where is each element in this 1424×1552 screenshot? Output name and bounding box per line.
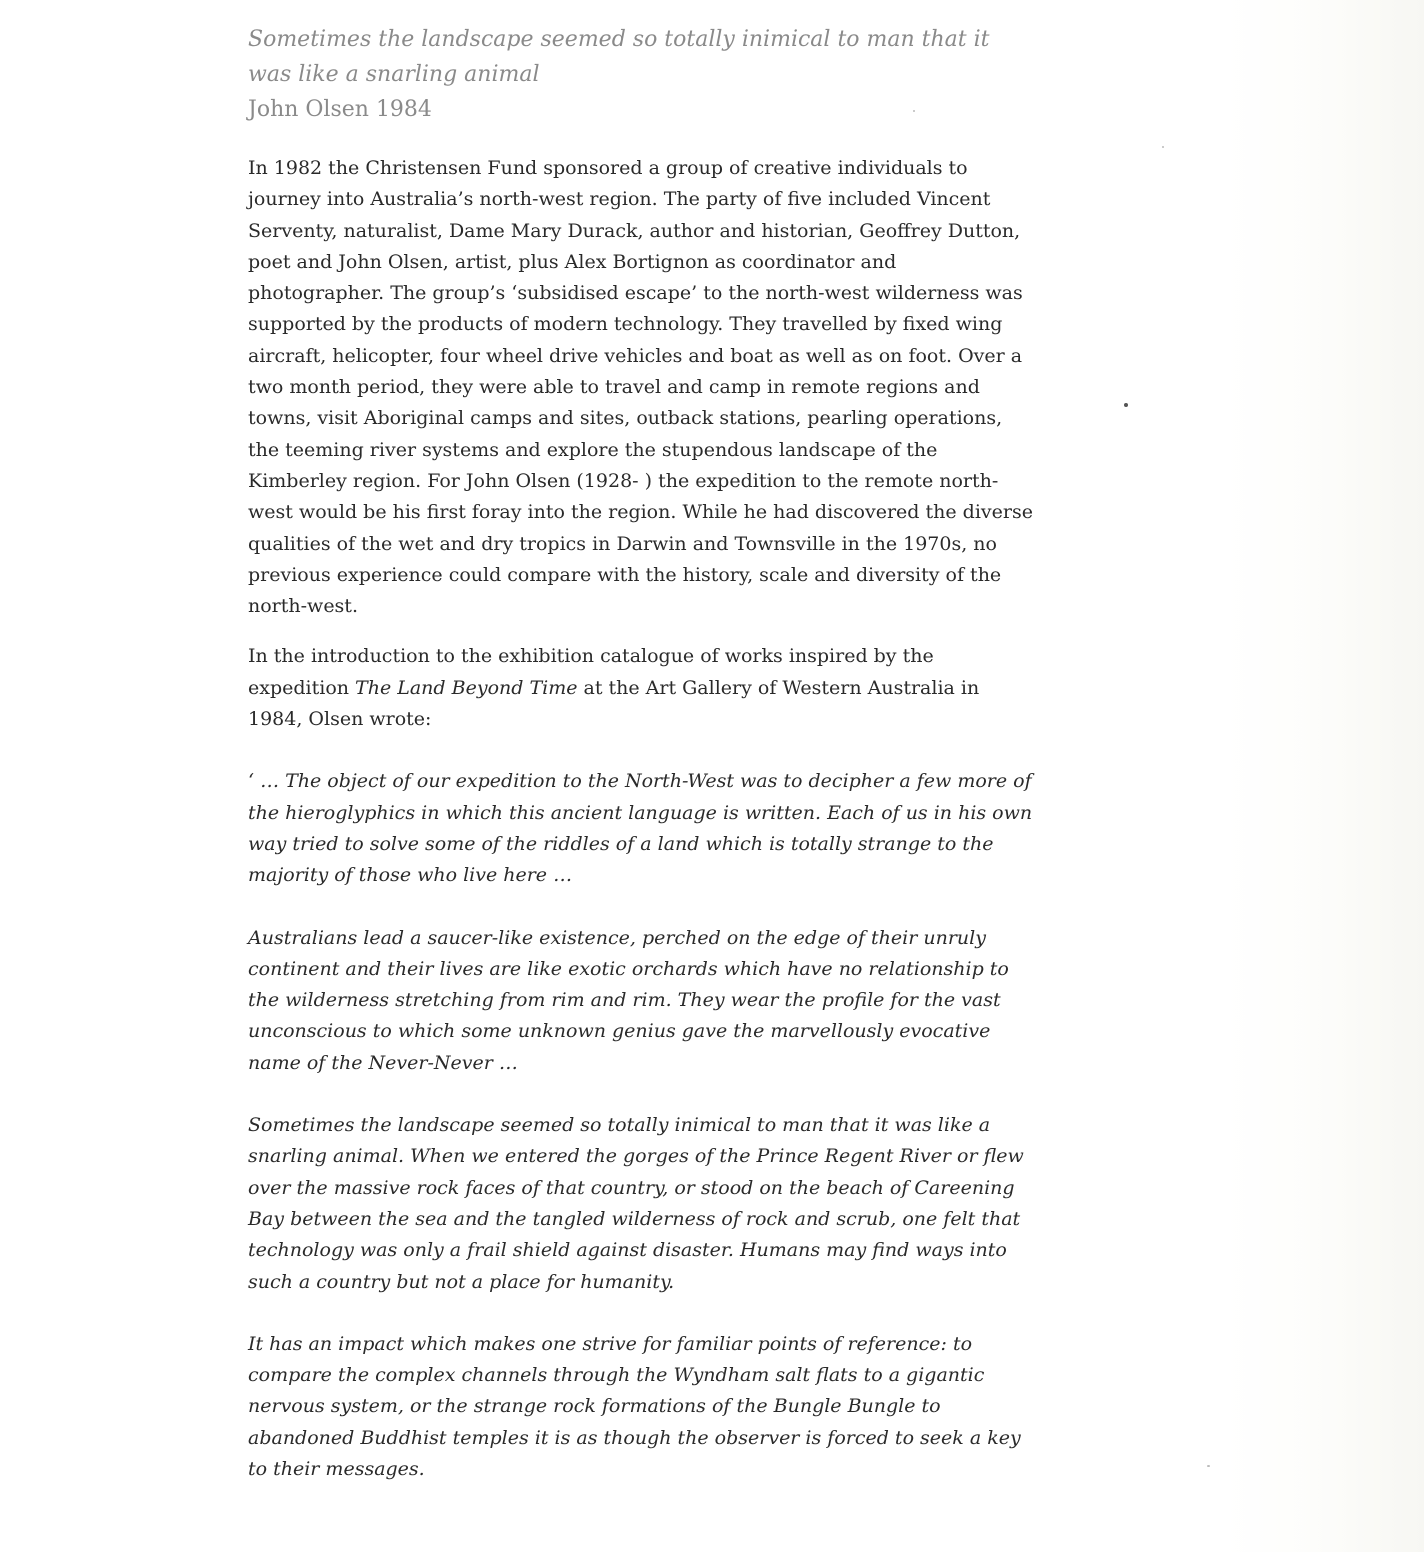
body-paragraph-catalogue bbox=[248, 641, 1038, 735]
exhibition-title: The Land Beyond Time bbox=[355, 676, 578, 699]
paragraph-text-after-title: at the Art Gallery of Western Australia in 1984, Olsen wrote: bbox=[248, 676, 980, 731]
epigraph-attribution: John Olsen 1984 bbox=[248, 97, 432, 122]
body-paragraph-intro: In 1982 the Christensen Fund sponsored a group of creative individuals to journey into Australia’s north-west region. The party of five included Vincent Serventy, naturalist, Dame Mary Durack, author and historian, Geoffrey Dutton, poet and John Olsen, artist, plus Alex Bortignon as coordinator and photographer. The group’s ‘subsidised escape’ to the north-west wilderness was supported by the products of modern technology. They travelled by fixed wing aircraft, helicopter, four wheel drive vehicles and boat as well as on foot. Over a two month period, they were able to travel and camp in remote regions and towns, visit Aboriginal camps and sites, outback stations, pearling operations, the teeming river systems and explore the stupendous landscape of the Kimberley region. For John Olsen (1928- ) the expedition to the remote north-west would be his first foray into the region. While he had discovered the diverse qualities of the wet and dry tropics in Darwin and Townsville in the 1970s, no previous experience could compare with the history, scale and diversity of the north-west. bbox=[248, 157, 1033, 618]
quote-paragraph-reference: It has an impact which makes one strive for familiar points of reference: to compare the complex channels through the Wyndham salt flats to a gigantic nervous system, or the strange rock formations of the Bungle Bungle to abandoned Buddhist temples it is as though the observer is forced to seek a key to their messages. bbox=[248, 1332, 1021, 1480]
scan-speck bbox=[1162, 146, 1164, 148]
scan-speck bbox=[1207, 1465, 1210, 1467]
paragraph-text-before-title: In the introduction to the exhibition catalogue of works inspired by the expedition bbox=[248, 645, 934, 699]
quote-paragraph-landscape: Sometimes the landscape seemed so totally inimical to man that it was like a snarling animal. When we entered the gorges of the Prince Regent River or flew over the massive rock faces of that country, or stood on the beach of Careening Bay between the sea and the tangled wilderness of rock and scrub, one felt that technology was only a frail shield against disaster. Humans may find ways into such a country but not a place for humanity. bbox=[248, 1114, 1024, 1293]
epigraph bbox=[248, 22, 1038, 127]
scan-speck bbox=[1124, 403, 1128, 407]
quote-paragraph-expedition: ‘ … The object of our expedition to the North-West was to decipher a few more of the hieroglyphics in which this ancient language is written. Each of us in his own way tried to solve some of the riddles of a land which is totally strange to the majority of those who live here … bbox=[248, 770, 1033, 887]
epigraph-quote: Sometimes the landscape seemed so totally inimical to man that it was like a snarling animal bbox=[248, 27, 990, 87]
quote-paragraph-saucer: Australians lead a saucer-like existence, perched on the edge of their unruly continent and their lives are like exotic orchards which have no relationship to the wilderness stretching from rim and rim. They wear the profile for the vast unconscious to which some unknown genius gave the marvellously evocative name of the Never-Never … bbox=[248, 926, 1009, 1074]
article bbox=[248, 22, 1038, 1485]
page-edge-shading bbox=[1224, 0, 1424, 1552]
